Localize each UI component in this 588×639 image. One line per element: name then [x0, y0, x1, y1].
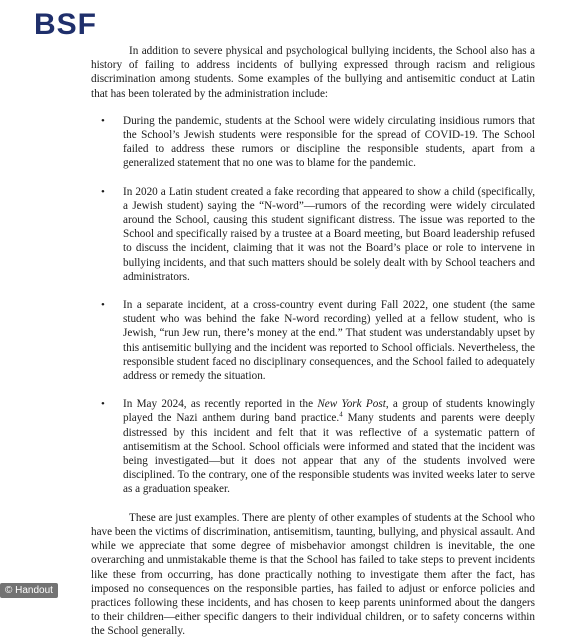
bullet-text: , a group of students knowingly played the Nazi anthem during band practice. — [123, 398, 535, 425]
intro-paragraph: In addition to severe physical and psychological bullying incidents, the School also has a history of failing to address incidents of bullying expressed through racism and religious discrimination among students. Some examples of the bullying and antisemitic conduct at Latin that has been tolerated by the administration include: — [91, 45, 535, 100]
list-item — [101, 185, 535, 284]
bullet-text: Many students and parents were deeply distressed by this incident and felt that it was reflective of a systematic pattern of antisemitism at the School. School officials were informed and stated that the incident was being investigated—but it does not appear that any of the students involved were disciplined. To the contrary, one of the responsible students was invited weeks later to serve as a graduation speaker. — [123, 412, 535, 496]
list-item — [101, 114, 535, 171]
bullet-text: In a separate incident, at a cross-country event during Fall 2022, one student (the same student who was behind the fake N-word recording) yelled at a fellow student, who is Jewish, “run Jew run, there’s money at the end.” That student was understandably upset by this antisemitic bullying and the incident was reported to School officials. Nevertheless, the responsible student faced no disciplinary consequences, and the School failed to adequately address or remedy the situation. — [123, 299, 535, 383]
list-item — [101, 298, 535, 383]
closing-paragraph: These are just examples. There are plenty of other examples of students at the School who have been the victims of discrimination, antisemitism, taunting, bullying, and physical assault. And while we appreciate that some degree of misbehavior amongst children is inevitable, the one overarching and unmistakable theme is that the School has failed to take steps to prevent incidents like these from occurring, has done practically nothing to investigate them after the fact, has imposed no consequences on the responsible parties, has failed to adjust or enforce policies and practices following these incidents, and has chosen to keep parents uninformed about the dangers to their children—either specific dangers to their individual children, or to safety concerns within the School generally. — [91, 511, 536, 638]
bullet-text: In May 2024, as recently reported in the — [123, 398, 318, 411]
firm-logo: BSF — [34, 8, 97, 41]
bullet-text: During the pandemic, students at the School were widely circulating insidious rumors that the School’s Jewish students were responsible for the spread of COVID-19. The School failed to address these rumors or discipline the responsible students, apart from a generalized statement that no one was to blame for the pandemic. — [123, 114, 535, 170]
bullet-text: In 2020 a Latin student created a fake recording that appeared to show a child (specifically, a Jewish student) saying the “N-word”—rumors of the recording were widely circulated around the School, causing this student significant distress. The issue was reported to the School and specifically raised by a trustee at a Board meeting, but Board leadership refused to discuss the incident, claiming that it was not the Board’s place or role to intervene in bullying incidents, and that such matters should be solely dealt with by School teachers and administrators. — [123, 185, 535, 283]
footnote-marker: 4 — [339, 410, 343, 419]
publication-title: New York Post — [317, 398, 386, 411]
credit-label: © Handout — [0, 583, 58, 598]
list-item — [101, 397, 535, 496]
bullet-icon: • — [101, 114, 105, 127]
bullet-icon: • — [101, 185, 105, 198]
bullet-icon: • — [101, 299, 105, 312]
bullet-icon: • — [101, 398, 105, 411]
incident-list — [0, 114, 588, 497]
letter-body — [0, 44, 588, 639]
image-credit — [0, 582, 588, 600]
